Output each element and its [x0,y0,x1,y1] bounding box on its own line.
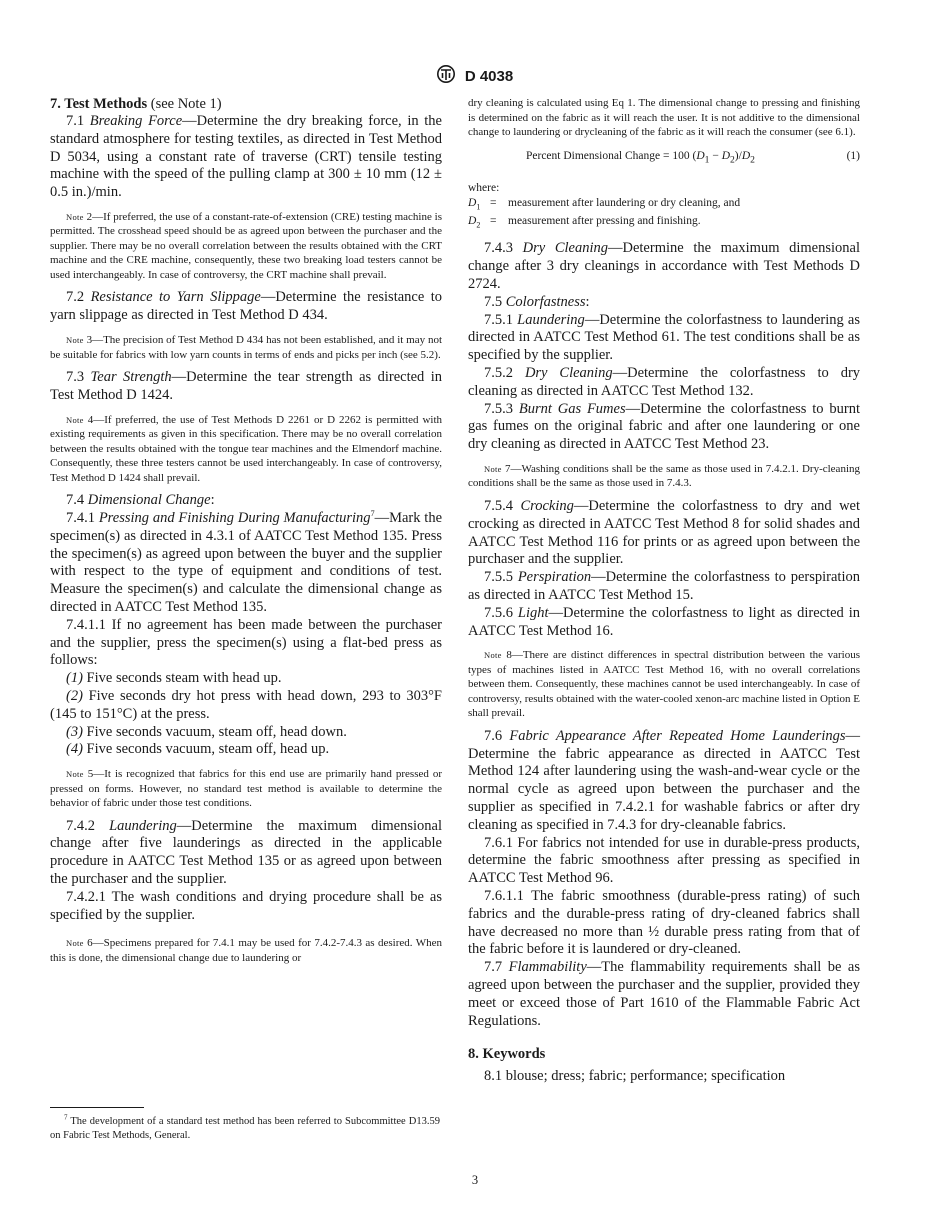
paragraph-7-4-2-1: 7.4.2.1 The wash conditions and drying procedure shall be as specified by the supplier. [50,888,442,923]
where-row: $D_2$ = measurement after pressing and finishing. [468,215,701,230]
press-step: (3) Five seconds vacuum, steam off, head down. [66,723,347,740]
paragraph-7-5-5: 7.5.5 Perspiration—Determine the colorfastness to perspiration as directed in AATCC Test Method 15. [468,569,860,603]
press-step: (4) Five seconds vacuum, steam off, head up. [66,741,330,758]
paragraph-7-2: 7.2 Resistance to Yarn Slippage—Determine the resistance to yarn slippage as directed in Test Method D 434. [50,289,443,324]
paragraph-7-4: 7.4 Dimensional Change: [66,492,215,509]
right-column [468,96,860,1085]
note-2: Note 2—If preferred, the use of a constant-rate-of-extension (CRE) testing machine is permitted. The crosshead speed should be as agreed upon between the purchaser and the supplier. There may be no overall correlation between the results obtained with the CRT machine and the CRE machine, consequently, these two breaking load testers cannot be used interchangeably. In case of controversy, the CRT machine shall prevail. [50,210,443,281]
section-heading: 7. Test Methods (see Note 1) [50,96,222,112]
paragraph-7-4-1-1: 7.4.1.1 If no agreement has been made between the purchaser and the supplier, press the specimen(s) using a flat-bed press as follows: [50,616,443,669]
paragraph-7-5: 7.5 Colorfastness: [484,293,590,310]
where-row: $D_1$ = measurement after laundering or dry cleaning, and [468,196,741,212]
paragraph-7-7: 7.7 Flammability—The flammability requirements shall be as agreed upon between the purchaser and the supplier, provided they meet or exceed those of Part 1610 of the Flammable Fabric Act Regulations. [468,959,860,1029]
paragraph-7-5-6: 7.5.6 Light—Determine the colorfastness to light as directed in AATCC Test Method 16. [468,604,860,639]
note-7: Note 7—Washing conditions shall be the same as those used in 7.4.2.1. Dry-cleaning conditions shall be the same as those used in 7.4.3. [468,462,860,490]
footnote-ref: 7 [370,509,375,519]
paragraph-7-5-4: 7.5.4 Crocking—Determine the colorfastness to dry and wet crocking as directed in AATCC Test Method 8 for solid shades and AATCC Test Method 116 for prints or as agreed upon between the purchaser and the supplier. [468,497,861,568]
keywords-paragraph: 8.1 blouse; dress; fabric; performance; specification [484,1068,786,1085]
note-6: Note 6—Specimens prepared for 7.4.1 may be used for 7.4.2-7.4.3 as desired. When this is done, the dimensional change due to laundering or [50,937,443,964]
footnote-divider [50,1107,144,1108]
astm-logo-icon [437,64,455,89]
page-number: 3 [471,1173,479,1187]
document-number: D 4038 [464,68,514,85]
paragraph-7-4-2: 7.4.2 Laundering—Determine the maximum dimensional change after five launderings as directed in the applicable procedure in AATCC Test Method 135 or as agreed upon between the purchaser and the supplier. [50,817,442,888]
paragraph-7-4-3: 7.4.3 Dry Cleaning—Determine the maximum dimensional change after 3 dry cleanings in accordance with Test Methods D 2724. [468,240,860,292]
section-heading: 8. Keywords [468,1046,546,1063]
paragraph-7-6-1: 7.6.1 For fabrics not intended for use in durable-press products, determine the fabric smoothness after pressing as specified in AATCC Test Method 96. [468,834,861,887]
paragraph-7-6-1-1: 7.6.1.1 The fabric smoothness (durable-press rating) of such fabrics and the durable-press rating of dry-cleaned fabrics shall have decreased no more than ½ durable press rating from that of the fabric before it is laundered or dry-cleaned. [468,888,860,958]
paragraph-7-3: 7.3 Tear Strength—Determine the tear strength as directed in Test Method D 1424. [50,369,442,403]
note-6-continued: dry cleaning is calculated using Eq 1. The dimensional change to pressing and finishing is determined on the fabric as it will reach the user. It is not additive to the dimensional change to laundering or drycleaning of the fabric as it will reach the consumer (see 6.1). [468,97,860,138]
equation-1 [468,150,860,165]
paragraph-7-5-2: 7.5.2 Dry Cleaning—Determine the colorfastness to dry cleaning as directed in AATCC Test Method 132. [468,364,861,399]
paragraph-7-1: 7.1 Breaking Force—Determine the dry breaking force, in the standard atmosphere for testing textiles, as directed in Test Method D 5034, using a constant rate of traverse (CRT) tensile testing machine with the speed of the pulling clamp at 300 ± 10 mm (12 ± 0.5 in.)/min. [50,113,442,201]
note-3: Note 3—The precision of Test Method D 434 has not been established, and it may not be suitable for fabrics with low yarn counts in terms of ends and picks per inch (see 5.2). [50,334,443,361]
press-step: (2) Five seconds dry hot press with head down, 293 to 303°F (145 to 151°C) at the press. [50,687,442,722]
left-column [50,96,442,972]
note-5: Note 5—It is recognized that fabrics for this end use are primarily hand pressed or pressed on forms. However, no standard test method is available to determine the behavior of fabric under those test conditions. [50,768,443,810]
paragraph-7-5-1: 7.5.1 Laundering—Determine the colorfastness to laundering as directed in AATCC Test Method 61. The test conditions shall be as specified by the supplier. [468,311,860,364]
page-header [0,64,950,89]
note-4: Note 4—If preferred, the use of Test Methods D 2261 or D 2262 is permitted with existing requirements as given in this specification. There may be no overall correlation between the results obtained with the tongue tear machines and the Elmendorf machine. Consequently, these three testers cannot be used interchangeably. In case of controversy, Test Method D 1424 shall prevail. [50,413,443,484]
note-8: Note 8—There are distinct differences in spectral distribution between the various types of machines listed in AATCC Test Method 16, with no overall correlations between them. Consequently, these machines cannot be used interchangeably. In case of controversy, results obtained with the water-cooled xenon-arc machine listed in Option E shall prevail. [468,649,861,720]
paragraph-7-5-3: 7.5.3 Burnt Gas Fumes—Determine the colorfastness to burnt gas fumes on the original fabric and after one laundering or one dry cleaning as directed in AATCC Test Method 23. [468,400,860,453]
press-step: (1) Five seconds steam with head up. [66,670,282,687]
paragraph-7-6: 7.6 Fabric Appearance After Repeated Home Launderings—Determine the fabric appearance as directed in AATCC Test Method 124 after laundering using the wash-and-wear cycle or the normal cycle as agreed upon between the purchaser and the supplier as specified in 7.4.2.1 for washable fabrics or after dry cleaning as specified in 7.4.3 for dry-cleanable fabrics. [468,727,860,833]
where-label: where: [468,181,500,194]
equation-number: (1) [846,149,860,162]
footnote: $^7$ The development of a standard test method has been referred to Subcommittee D13.59 on Fabric Test Methods, General. [50,1113,440,1141]
paragraph-7-4-1: 7.4.1 Pressing and Finishing During Manufacturing$^7$—Mark the specimen(s) as directed in 4.3.1 of AATCC Test Method 135. Press the specimen(s) as agreed upon between the buyer and the supplier with respect to the type of equipment and conditions of test. Measure the specimen(s) and calculate the dimensional change as directed in AATCC Test Method 135. [50,509,443,615]
equation-body: Percent Dimensional Change = 100 $(D_1 - D_2)/D_2$ [526,149,755,165]
